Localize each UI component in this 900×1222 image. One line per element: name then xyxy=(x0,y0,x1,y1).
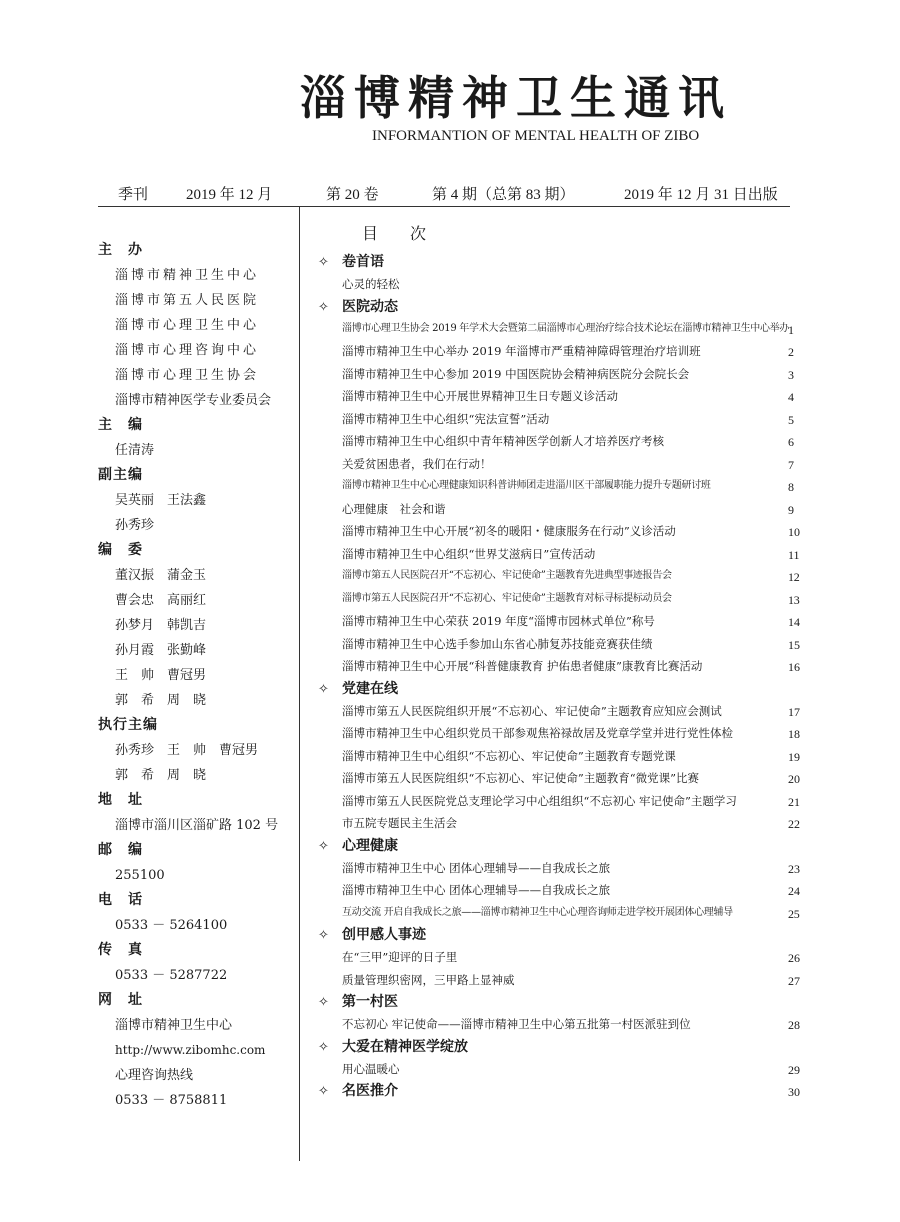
diamond-star-icon: ✧ xyxy=(318,255,329,270)
toc-entry-title: 淄博市第五人民医院党总支理论学习中心组组织“不忘初心 牢记使命”主题学习 xyxy=(342,793,737,808)
toc-section-name: 心理健康 xyxy=(342,837,398,854)
toc-page-number: 30 xyxy=(788,1085,800,1099)
diamond-star-icon: ✧ xyxy=(318,995,329,1010)
hotline: 0533 － 8758811 xyxy=(115,1093,228,1108)
toc-page-number: 17 xyxy=(788,704,800,719)
postcode-label: 邮 编 xyxy=(98,842,143,858)
toc-body xyxy=(318,251,803,1102)
phone-label: 电 话 xyxy=(98,892,143,908)
sponsor-item: 淄博市心理卫生协会 xyxy=(115,368,260,383)
toc-section-name: 卷首语 xyxy=(342,254,384,270)
toc-entry-title: 淄博市精神卫生中心组织“世界艾滋病日”宣传活动 xyxy=(342,546,596,561)
toc-entry-title: 关爱贫困患者，我们在行动！ xyxy=(342,456,492,471)
toc-entry[interactable] xyxy=(318,273,803,296)
toc-page-number: 28 xyxy=(788,1018,800,1032)
toc-entry-title: 淄博市精神卫生中心开展世界精神卫生日专题义诊活动 xyxy=(342,389,618,403)
phone: 0533 － 5264100 xyxy=(115,918,228,933)
sponsor-item: 淄博市心理咨询中心 xyxy=(115,343,260,358)
frequency: 季刊 xyxy=(118,187,149,203)
toc-section-heading xyxy=(318,835,803,857)
toc-entry[interactable] xyxy=(318,1058,803,1081)
toc-page-number: 4 xyxy=(788,390,794,404)
toc-entry[interactable] xyxy=(318,767,803,790)
diamond-star-icon: ✧ xyxy=(318,1084,329,1099)
toc-page-number: 9 xyxy=(788,502,794,517)
toc-entry[interactable] xyxy=(318,610,803,633)
toc-title: 目 次 xyxy=(362,224,435,243)
committee-line: 王 帅 曹冠男 xyxy=(115,668,207,683)
header-divider xyxy=(98,206,790,207)
toc-section-heading xyxy=(318,924,803,946)
toc-entry-title: 淄博市第五人民医院组织“不忘初心、牢记使命”主题教育“微党课”比赛 xyxy=(342,771,700,785)
toc-page-number: 21 xyxy=(788,794,800,809)
toc-page-number: 25 xyxy=(788,906,800,921)
committee-label: 编 委 xyxy=(98,542,143,558)
toc-entry[interactable] xyxy=(318,745,803,768)
toc-section-name: 第一村医 xyxy=(342,994,398,1010)
toc-entry[interactable] xyxy=(318,475,803,498)
toc-entry-title: 淄博市精神卫生中心组织“宪法宣誓”活动 xyxy=(342,411,550,426)
toc-section-heading xyxy=(318,678,803,700)
diamond-star-icon: ✧ xyxy=(318,838,329,854)
toc-page-number: 8 xyxy=(788,480,794,494)
toc-entry-title: 淄博市精神卫生中心参加 2019 中国医院协会精神病医院分会院长会 xyxy=(342,366,690,381)
toc-entry-title: 淄博市精神卫生中心组织中青年精神医学创新人才培养医疗考核 xyxy=(342,434,664,448)
toc-entry-title: 淄博市第五人民医院组织开展“不忘初心、牢记使命”主题教育应知应会测试 xyxy=(342,703,722,718)
toc-entry-title: 心理健康 社会和谐 xyxy=(342,501,446,516)
committee-line: 孙梦月 韩凯吉 xyxy=(115,618,207,633)
toc-page-number: 19 xyxy=(788,749,800,764)
toc-entry[interactable] xyxy=(318,318,803,341)
toc-entry[interactable] xyxy=(318,1013,803,1036)
sponsor-item: 淄博市精神医学专业委员会 xyxy=(115,393,272,408)
address-label: 地 址 xyxy=(98,792,143,808)
diamond-star-icon: ✧ xyxy=(318,681,329,697)
exec-editor-label: 执行主编 xyxy=(98,717,158,733)
journal-subtitle: INFORMANTION OF MENTAL HEALTH OF ZIBO xyxy=(372,128,700,144)
toc-section-name: 党建在线 xyxy=(342,680,398,697)
toc-entry-title: 淄博市第五人民医院召开“不忘初心、牢记使命”主题教育对标寻标提标动员会 xyxy=(342,592,672,604)
editor-label: 主 编 xyxy=(98,417,143,433)
toc-entry[interactable] xyxy=(318,655,803,678)
toc-entry[interactable] xyxy=(318,520,803,543)
toc-section-name: 医院动态 xyxy=(342,298,398,315)
toc-entry[interactable] xyxy=(318,543,803,566)
fax-label: 传 真 xyxy=(98,942,143,958)
toc-entry-title: 用心温暖心 xyxy=(342,1061,400,1076)
deputy-editor-label: 副主编 xyxy=(98,467,143,483)
issue-month: 2019 年 12 月 xyxy=(186,187,273,203)
toc-entry-title: 淄博市精神卫生中心 团体心理辅导——自我成长之旅 xyxy=(342,860,611,875)
exec-editor-line: 郭 希 周 晓 xyxy=(115,768,207,783)
toc-page-number: 29 xyxy=(788,1062,800,1077)
toc-section-heading xyxy=(318,1080,803,1102)
toc-section-name: 大爱在精神医学绽放 xyxy=(342,1038,468,1055)
toc-entry[interactable] xyxy=(318,879,803,902)
toc-entry[interactable] xyxy=(318,385,803,408)
toc-entry[interactable] xyxy=(318,946,803,969)
toc-page-number: 20 xyxy=(788,772,800,786)
masthead-sidebar xyxy=(98,238,293,1113)
sponsor-item: 淄博市第五人民医院 xyxy=(115,293,260,308)
exec-editor-line: 孙秀珍 王 帅 曹冠男 xyxy=(115,743,259,758)
toc-page-number: 15 xyxy=(788,637,800,652)
website-url[interactable]: http://www.zibomhc.com xyxy=(115,1043,266,1057)
toc-entry-title: 质量管理织密网，三甲路上显神威 xyxy=(342,972,515,987)
toc-page-number: 1 xyxy=(788,322,794,337)
toc-section-heading xyxy=(318,991,803,1013)
committee-line: 郭 希 周 晓 xyxy=(115,693,207,708)
toc-entry-title: 市五院专题民主生活会 xyxy=(342,816,457,830)
toc-entry[interactable] xyxy=(318,453,803,476)
toc-entry[interactable] xyxy=(318,969,803,992)
deputy-editor-line: 吴英丽 王法鑫 xyxy=(115,493,207,508)
toc-entry[interactable] xyxy=(318,498,803,521)
toc-section-name: 创甲感人事迹 xyxy=(342,927,426,943)
toc-entry[interactable] xyxy=(318,633,803,656)
committee-line: 曹会忠 高丽红 xyxy=(115,593,207,608)
toc-entry-title: 淄博市精神卫生中心荣获 2019 年度“淄博市园林式单位”称号 xyxy=(342,614,655,628)
toc-page-number: 7 xyxy=(788,457,794,472)
toc-entry-title: 淄博市精神卫生中心 团体心理辅导——自我成长之旅 xyxy=(342,883,611,897)
toc-page-number: 14 xyxy=(788,615,800,629)
toc-entry-title: 淄博市精神卫生中心心理健康知识科普讲师团走进淄川区干部履职能力提升专题研讨班 xyxy=(342,480,711,491)
postcode: 255100 xyxy=(115,868,165,883)
toc-section-heading xyxy=(318,251,803,273)
toc-entry-title: 淄博市第五人民医院召开“不忘初心、牢记使命”主题教育先进典型事迹报告会 xyxy=(342,570,672,581)
toc-entry-title: 淄博市精神卫生中心选手参加山东省心肺复苏技能竞赛获佳绩 xyxy=(342,636,653,651)
toc-entry-title: 淄博市心理卫生协会 2019 年学术大会暨第二届淄博市心理治疗综合技术论坛在淄博市精神卫生中心举办 xyxy=(342,322,790,334)
toc-entry[interactable] xyxy=(318,790,803,813)
table-of-contents xyxy=(318,221,803,1102)
toc-entry-title: 心灵的轻松 xyxy=(342,277,400,291)
toc-page-number: 11 xyxy=(788,547,800,562)
toc-entry-title: 淄博市精神卫生中心开展“科普健康教育 护佑患者健康”康教育比赛活动 xyxy=(342,659,703,673)
toc-page-number: 18 xyxy=(788,727,800,741)
toc-page-number: 5 xyxy=(788,412,794,427)
journal-title: 淄博精神卫生通讯 xyxy=(300,71,732,125)
toc-page-number: 16 xyxy=(788,660,800,674)
column-divider xyxy=(299,206,300,1161)
toc-entry-title: 在“三甲”迎评的日子里 xyxy=(342,950,458,964)
toc-entry-title: 淄博市精神卫生中心开展“初冬的暖阳・健康服务在行动”义诊活动 xyxy=(342,524,676,538)
toc-section-name: 名医推介 xyxy=(342,1083,398,1099)
toc-page-number: 13 xyxy=(788,592,800,607)
committee-line: 董汉振 蒲金玉 xyxy=(115,568,207,583)
toc-entry[interactable] xyxy=(318,588,803,611)
sponsor-label: 主 办 xyxy=(98,242,143,258)
toc-entry[interactable] xyxy=(318,408,803,431)
toc-page-number: 24 xyxy=(788,884,800,898)
deputy-editor-line: 孙秀珍 xyxy=(115,518,155,533)
toc-page-number: 23 xyxy=(788,861,800,876)
website-name: 淄博市精神卫生中心 xyxy=(115,1018,233,1033)
toc-entry[interactable] xyxy=(318,902,803,925)
toc-entry-title: 淄博市精神卫生中心组织党员干部参观焦裕禄故居及党章学堂并进行党性体检 xyxy=(342,726,733,740)
editor-name: 任清涛 xyxy=(115,443,155,458)
toc-entry[interactable] xyxy=(318,812,803,835)
address: 淄博市淄川区淄矿路 102 号 xyxy=(115,818,279,833)
toc-entry-title: 不忘初心 牢记使命——淄博市精神卫生中心第五批第一村医派驻到位 xyxy=(342,1017,691,1031)
toc-page-number: 3 xyxy=(788,367,794,382)
sponsor-item: 淄博市精神卫生中心 xyxy=(115,268,260,283)
toc-entry[interactable] xyxy=(318,857,803,880)
sponsor-item: 淄博市心理卫生中心 xyxy=(115,318,260,333)
toc-entry[interactable] xyxy=(318,340,803,363)
toc-page-number: 6 xyxy=(788,435,794,449)
issue-number: 第 4 期（总第 83 期） xyxy=(432,187,575,203)
toc-page-number: 22 xyxy=(788,817,800,831)
toc-entry[interactable] xyxy=(318,363,803,386)
toc-entry[interactable] xyxy=(318,565,803,588)
toc-entry-title: 淄博市精神卫生中心举办 2019 年淄博市严重精神障碍管理治疗培训班 xyxy=(342,344,701,358)
toc-section-heading xyxy=(318,1036,803,1058)
toc-entry-title: 淄博市精神卫生中心组织“不忘初心、牢记使命”主题教育专题党课 xyxy=(342,748,676,763)
toc-section-heading xyxy=(318,296,803,318)
hotline-label: 心理咨询热线 xyxy=(115,1068,194,1083)
volume: 第 20 卷 xyxy=(326,187,379,203)
toc-entry[interactable] xyxy=(318,700,803,723)
toc-page-number: 27 xyxy=(788,973,800,988)
toc-page-number: 12 xyxy=(788,570,800,584)
toc-page-number: 10 xyxy=(788,525,800,539)
toc-entry[interactable] xyxy=(318,430,803,453)
website-label: 网 址 xyxy=(98,992,143,1008)
diamond-star-icon: ✧ xyxy=(318,1039,329,1055)
toc-entry[interactable] xyxy=(318,722,803,745)
diamond-star-icon: ✧ xyxy=(318,299,329,315)
diamond-star-icon: ✧ xyxy=(318,928,329,943)
toc-page-number: 2 xyxy=(788,345,794,359)
fax: 0533 － 5287722 xyxy=(115,968,228,983)
toc-entry-title: 互动交流 开启自我成长之旅——淄博市精神卫生中心心理咨询师走进学校开展团体心理辅导 xyxy=(342,906,733,918)
toc-page-number: 26 xyxy=(788,951,800,965)
committee-line: 孙月霞 张勤峰 xyxy=(115,643,207,658)
publish-date: 2019 年 12 月 31 日出版 xyxy=(624,187,778,203)
